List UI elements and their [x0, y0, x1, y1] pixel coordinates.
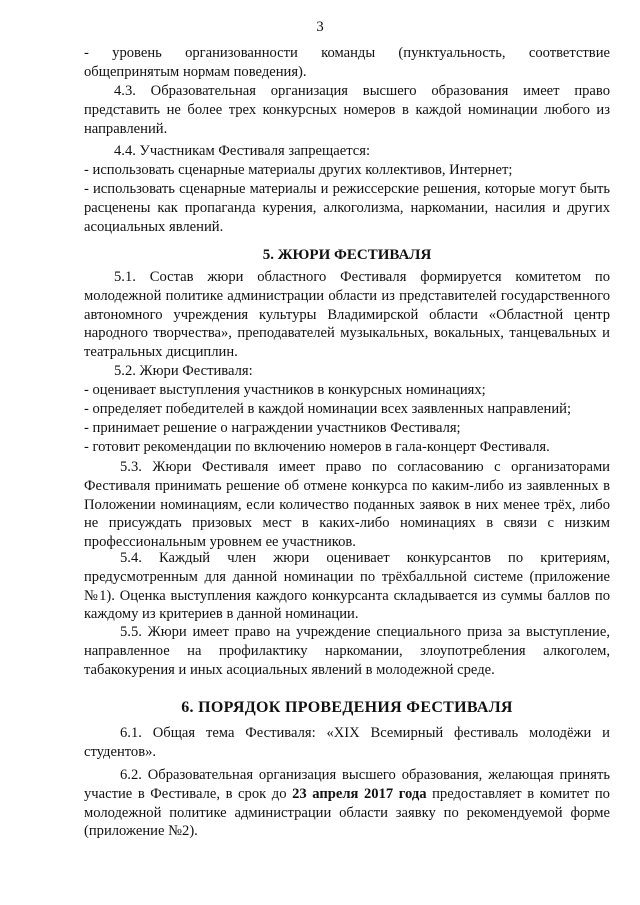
section-6-title: 6. ПОРЯДОК ПРОВЕДЕНИЯ ФЕСТИВАЛЯ [181, 699, 513, 716]
paragraph-5-4: 5.4. Каждый член жюри оценивает конкурсантов по критериям, предусмотренным для данной номинации по трёхбалльной системе (приложение №1). Оценка выступления каждого конкурсанта складывается из суммы баллов по каждому из критериев в данной номинации. [84, 550, 610, 623]
paragraph-6-1: 6.1. Общая тема Фестиваля: «XIX Всемирный фестиваль молодёжи и студентов». [84, 725, 610, 760]
section-5-title: 5. ЖЮРИ ФЕСТИВАЛЯ [262, 247, 432, 263]
paragraph-5-1: 5.1. Состав жюри областного Фестиваля формируется комитетом по молодежной политике администрации области из представителей государственного автономного учреждения культуры Владимирской области «Областной центр народного творчества», преподавателей музыкальных, вокальных, танцевальных и театральных дисциплин. [84, 269, 610, 361]
jury-duty-item-4: - готовит рекомендации по включению номеров в гала-концерт Фестиваля. [84, 439, 550, 455]
list-item-organization-level: - уровень организованности команды (пунктуальность, соответствие общепринятым нормам поведения). [84, 45, 610, 80]
paragraph-4-3: 4.3. Образовательная организация высшего образования имеет право представить не более трех конкурсных номеров в каждой номинации любого из направлений. [84, 83, 610, 137]
paragraph-6-2-start: 6.2. Образовательная организация высшего образования, желающая принять участие в Фестивале, в срок до [84, 767, 610, 802]
prohibition-item-1: - использовать сценарные материалы других коллективов, Интернет; [84, 162, 513, 178]
paragraph-6-2-end: предоставляет в комитет по молодежной политике администрации области заявку по рекомендуемой форме (приложение №2). [84, 785, 610, 840]
paragraph-5-3: 5.3. Жюри Фестиваля имеет право по согласованию с организаторами Фестиваля принимать решение об отмене конкурса по каким-либо из заявленных в Положении номинациям, если количество поданных заявок в них менее трёх, либо не присуждать призовых мест в каких-либо номинациях в связи с низким профессиональным уровнем ее участников. [84, 459, 610, 551]
page-number: 3 [316, 19, 324, 35]
jury-duty-item-1: - оценивает выступления участников в конкурсных номинациях; [84, 382, 486, 398]
paragraph-4-4-intro: 4.4. Участникам Фестиваля запрещается: [114, 143, 371, 159]
prohibition-item-2: - использовать сценарные материалы и режиссерские решения, которые могут быть расценены как пропаганда курения, алкоголизма, наркомании, насилия и других асоциальных явлений. [84, 181, 610, 235]
jury-duty-item-2: - определяет победителей в каждой номинации всех заявленных направлений; [84, 401, 572, 417]
deadline-date: 23 апреля 2017 года [292, 785, 427, 802]
jury-duty-item-3: - принимает решение о награждении участников Фестиваля; [84, 420, 461, 436]
paragraph-5-5: 5.5. Жюри имеет право на учреждение специального приза за выступление, направленное на профилактику наркомании, злоупотребления алкоголем, табакокурения и иных асоциальных явлений в молодежной среде. [84, 624, 610, 678]
paragraph-5-2-intro: 5.2. Жюри Фестиваля: [114, 363, 253, 379]
paragraph-6-2 [84, 766, 610, 841]
